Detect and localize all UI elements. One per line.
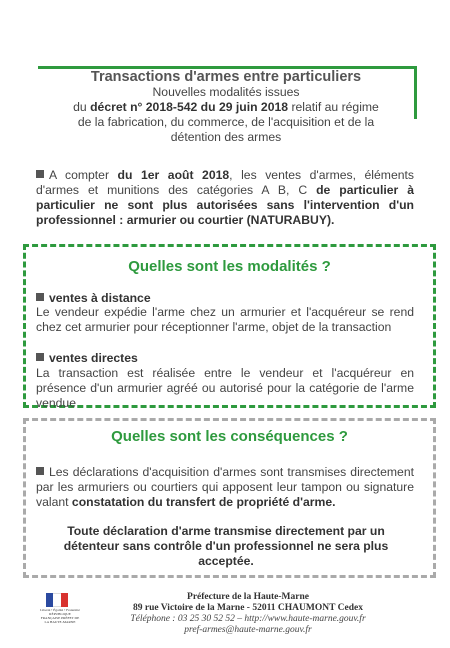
footer-address [118, 592, 378, 636]
french-flag-icon [46, 593, 68, 607]
header-line-5: détention des armes [170, 130, 282, 144]
bullet-square-icon [36, 293, 44, 301]
bullet-square-icon [36, 353, 44, 361]
footer-email: pref-armes@haute-marne.gouv.fr [184, 625, 312, 635]
consequences-paragraph: Les déclarations d'acquisition d'armes sont transmises directement par les armuriers ou courtiers qui apposent leur tampon ou signature valant constatation du transfert de propriété d'arme. [36, 465, 414, 509]
ventes-distance-title: ventes à distance [36, 291, 151, 305]
header-subtitle: Nouvelles modalités issues [152, 85, 300, 99]
logo-text: Liberté • Égalité • Fraternité RÉPUBLIQUE FRANÇAISE PRÉFET DE LA HAUTE-MARNE [40, 608, 80, 624]
header-line-4: de la fabrication, du commerce, de l'acquisition et de la [77, 115, 375, 129]
prefecture-logo [40, 593, 80, 633]
decree-reference: décret n° 2018-542 du 29 juin 2018 [90, 100, 289, 114]
consequences-warning: Toute déclaration d'arme transmise directement par un détenteur sans contrôle d'un professionnel ne sera plus acceptée. [63, 524, 389, 568]
document-header [20, 70, 432, 145]
ventes-distance-text: Le vendeur expédie l'arme chez un armurier et l'acquéreur se rend chez cet armurier pour réceptionner l'arme, objet de la transaction [36, 305, 414, 334]
document-title: Transactions d'armes entre particuliers [90, 69, 362, 85]
footer-phone-site: Téléphone : 03 25 30 52 52 – http://www.haute-marne.gouv.fr [130, 614, 366, 624]
modalites-heading: Quelles sont les modalités ? [128, 258, 331, 275]
footer-prefecture: Préfecture de la Haute-Marne [187, 592, 309, 602]
ventes-directes-title: ventes directes [36, 351, 138, 365]
ventes-directes-text: La transaction est réalisée entre le vendeur et l'acquéreur en présence d'un armurier agréé ou autorisé pour la catégorie de l'arme vendue [36, 366, 414, 410]
intro-paragraph: A compter du 1er août 2018, les ventes d'armes, éléments d'armes et munitions des catégories A B, C de particulier à particulier ne sont plus autorisées sans l'intervention d'un professionnel : armurier ou courtier (NATURABUY). [36, 168, 414, 227]
bullet-square-icon [36, 170, 44, 178]
footer-street: 89 rue Victoire de la Marne - 52011 CHAUMONT Cedex [133, 603, 363, 613]
bullet-square-icon [36, 467, 44, 475]
header-decree-line: du décret n° 2018-542 du 29 juin 2018 relatif au régime [73, 100, 379, 114]
consequences-heading: Quelles sont les conséquences ? [111, 428, 348, 445]
